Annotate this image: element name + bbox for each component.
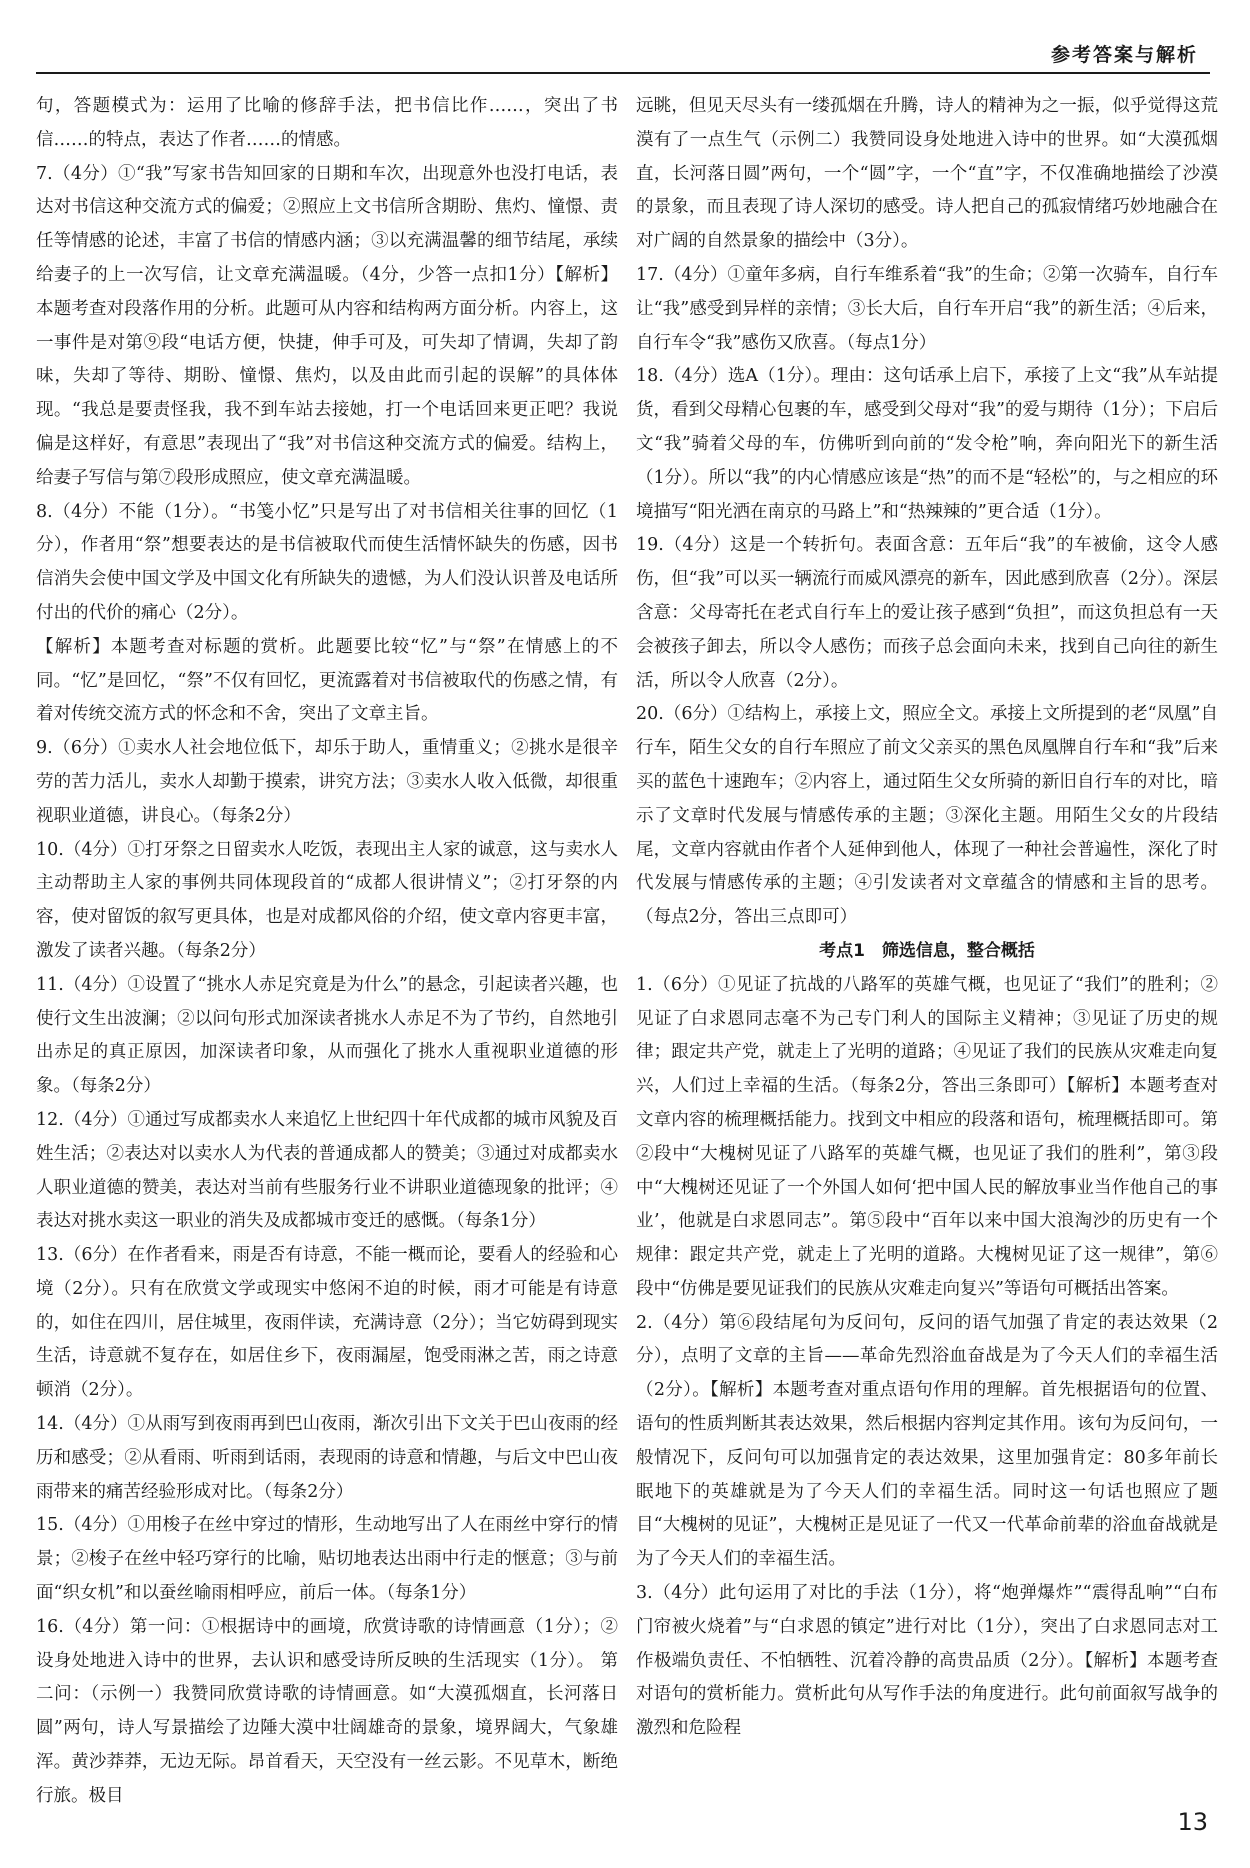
answer-20: 20.（6分）①结构上，承接上文，照应全文。承接上文所提到的老“凤凰”自行车，陌生父女的自行车照应了前文父亲买的黑色凤凰牌自行车和“我”后来买的蓝色十速跑车；②内容上，通过陌生父女所骑的新旧自行车的对比，暗示了文章时代发展与情感传承的主题；③深化主题。用陌生父女的片段结尾，文章内容就由作者个人延伸到他人，体现了一种社会普遍性，深化了时代发展与情感传承的主题；④引发读者对文章蕴含的情感和主旨的思考。（每点2分，答出三点即可） xyxy=(636,704,1218,928)
answer-12: 12.（4分）①通过写成都卖水人来追忆上世纪四十年代成都的城市风貌及百姓生活；②表达对以卖水人为代表的普通成都人的赞美；③通过对成都卖水人职业道德的赞美，表达对当前有些服务行业不讲职业道德现象的批评；④表达对挑水卖这一职业的消失及成都城市变迁的感慨。（每条1分） xyxy=(36,1109,618,1232)
left-column xyxy=(36,90,618,1814)
answer-8: 8.（4分）不能（1分）。“书笺小忆”只是写出了对书信相关往事的回忆（1分），作者用“祭”想要表达的是书信被取代而使生活情怀缺失的伤感，因书信消失会使中国文学及中国文化有所缺失的遗憾，为人们没认识普及电话所付出的代价的痛心（2分）。 xyxy=(36,501,618,623)
section-title: 考点1 筛选信息，整合概括 xyxy=(819,940,1035,961)
answer-8-analysis: 【解析】本题考查对标题的赏析。此题要比较“忆”与“祭”在情感上的不同。“忆”是回忆，“祭”不仅有回忆，更流露着对书信被取代的伤感之情，有着对传统交流方式的怀念和不舍，突出了文章主旨。 xyxy=(36,636,618,725)
page-header-title: 参考答案与解析 xyxy=(1050,44,1198,66)
answer-7: 7.（4分）①“我”写家书告知回家的日期和车次，出现意外也没打电话，表达对书信这种交流方式的偏爱；②照应上文书信所含期盼、焦灼、憧憬、责任等情感的论述，丰富了书信的情感内涵；③以充满温馨的细节结尾，承续给妻子的上一次写信，让文章充满温暖。（4分，少答一点扣1分）【解析】本题考查对段落作用的分析。此题可从内容和结构两方面分析。内容上，这一事件是对第⑨段“电话方便，快捷，伸手可及，可失却了情调，失却了韵味，失却了等待、期盼、憧憬、焦灼，以及由此而引起的误解”的具体体现。“我总是要责怪我，我不到车站去接她，打一个电话回来更正吧？我说偏是这样好，有意思”表现出了“我”对书信这种交流方式的偏爱。结构上，给妻子写信与第⑦段形成照应，使文章充满温暖。 xyxy=(36,163,618,488)
answer-13: 13.（6分）在作者看来，雨是否有诗意，不能一概而论，要看人的经验和心境（2分）。只有在欣赏文学或现实中悠闲不迫的时候，雨才可能是有诗意的，如住在四川，居住城里，夜雨伴读，充满诗意（2分）；当它妨碍到现实生活，诗意就不复存在，如居住乡下，夜雨漏屋，饱受雨淋之苦，雨之诗意顿消（2分）。 xyxy=(36,1245,618,1401)
page-number: 13 xyxy=(1177,1808,1208,1836)
section-answer-2: 2.（4分）第⑥段结尾句为反问句，反问的语气加强了肯定的表达效果（2分），点明了文章的主旨——革命先烈浴血奋战是为了今天人们的幸福生活（2分）。【解析】本题考查对重点语句作用的理解。首先根据语句的位置、语句的性质判断其表达效果，然后根据内容判定其作用。该句为反问句，一般情况下，反问句可以加强肯定的表达效果，这里加强肯定：80多年前长眠地下的英雄就是为了今天人们的幸福生活。同时这一句话也照应了题目“大槐树的见证”，大槐树正是见证了一代又一代革命前辈的浴血奋战就是为了今天人们的幸福生活。 xyxy=(636,1312,1218,1570)
answer-17: 17.（4分）①童年多病，自行车维系着“我”的生命；②第一次骑车，自行车让“我”感受到异样的亲情；③长大后，自行车开启“我”的新生活；④后来，自行车令“我”感伤又欣喜。（每点1分） xyxy=(636,264,1218,353)
answer-18: 18.（4分）选A（1分）。理由：这句话承上启下，承接了上文“我”从车站提货，看到父母精心包裹的车，感受到父母对“我”的爱与期待（1分）；下启后文“我”骑着父母的车，仿佛听到向前的“发令枪”响，奔向阳光下的新生活（1分）。所以“我”的内心情感应该是“热”的而不是“轻松”的，与之相应的环境描写“阳光洒在南京的马路上”和“热辣辣的”更合适（1分）。 xyxy=(636,366,1218,522)
answer-15: 15.（4分）①用梭子在丝中穿过的情形，生动地写出了人在雨丝中穿行的情景；②梭子在丝中轻巧穿行的比喻，贴切地表达出雨中行走的惬意；③与前面“织女机”和以蚕丝喻雨相呼应，前后一体。（每条1分） xyxy=(36,1515,618,1604)
right-column xyxy=(636,90,1218,1746)
section-answer-1: 1.（6分）①见证了抗战的八路军的英雄气概，也见证了“我们”的胜利；②见证了白求恩同志毫不为己专门利人的国际主义精神；③见证了历史的规律；跟定共产党，就走上了光明的道路；④见证了我们的民族从灾难走向复兴，人们过上幸福的生活。（每条2分，答出三条即可）【解析】本题考查对文章内容的梳理概括能力。找到文中相应的段落和语句，梳理概括即可。第②段中“大槐树见证了八路军的英雄气概，也见证了我们的胜利”，第③段中“大槐树还见证了一个外国人如何‘把中国人民的解放事业当作他自己的事业’，他就是白求恩同志”。第⑤段中“百年以来中国大浪淘沙的历史有一个规律：跟定共产党，就走上了光明的道路。大槐树见证了这一规律”，第⑥段中“仿佛是要见证我们的民族从灾难走向复兴”等语句可概括出答案。 xyxy=(636,974,1218,1299)
answer-continuation: 句，答题模式为：运用了比喻的修辞手法，把书信比作……，突出了书信……的特点，表达了作者……的情感。 xyxy=(36,96,618,150)
answer-19: 19.（4分）这是一个转折句。表面含意：五年后“我”的车被偷，这令人感伤，但“我”可以买一辆流行而威风漂亮的新车，因此感到欣喜（2分）。深层含意：父母寄托在老式自行车上的爱让孩子感到“负担”，而这负担总有一天会被孩子卸去，所以令人感伤；而孩子总会面向未来，找到自己向往的新生活，所以令人欣喜（2分）。 xyxy=(636,535,1218,691)
answer-16-continuation: 远眺，但见天尽头有一缕孤烟在升腾，诗人的精神为之一振，似乎觉得这荒漠有了一点生气（示例二）我赞同设身处地进入诗中的世界。如“大漠孤烟直，长河落日圆”两句，一个“圆”字，一个“直”字，不仅准确地描绘了沙漠的景象，而且表现了诗人深切的感受。诗人把自己的孤寂情绪巧妙地融合在对广阔的自然景象的描绘中（3分）。 xyxy=(636,96,1218,252)
answer-9: 9.（6分）①卖水人社会地位低下，却乐于助人，重情重义；②挑水是很辛劳的苦力活儿，卖水人却勤于摸索，讲究方法；③卖水人收入低微，却很重视职业道德，讲良心。（每条2分） xyxy=(36,738,618,826)
answer-11: 11.（4分）①设置了“挑水人赤足究竟是为什么”的悬念，引起读者兴趣，也使行文生出波澜；②以问句形式加深读者挑水人赤足不为了节约，自然地引出赤足的真正原因，加深读者印象，从而强化了挑水人重视职业道德的形象。（每条2分） xyxy=(36,974,618,1097)
header-divider xyxy=(36,72,1210,74)
answer-16: 16.（4分）第一问：①根据诗中的画境，欣赏诗歌的诗情画意（1分）；②设身处地进入诗中的世界，去认识和感受诗所反映的生活现实（1分）。 第二问：（示例一）我赞同欣赏诗歌的诗情画意。如“大漠孤烟直，长河落日圆”两句，诗人写景描绘了边陲大漠中壮阔雄奇的景象，境界阔大，气象雄浑。黄沙莽莽，无边无际。昂首看天，天空没有一丝云影。不见草木，断绝行旅。极目 xyxy=(36,1616,618,1806)
answer-14: 14.（4分）①从雨写到夜雨再到巴山夜雨，渐次引出下文关于巴山夜雨的经历和感受；②从看雨、听雨到话雨，表现雨的诗意和情趣，与后文中巴山夜雨带来的痛苦经验形成对比。（每条2分） xyxy=(36,1414,618,1502)
section-answer-3: 3.（4分）此句运用了对比的手法（1分），将“炮弹爆炸”“震得乱响”“白布门帘被火烧着”与“白求恩的镇定”进行对比（1分），突出了白求恩同志对工作极端负责任、不怕牺牲、沉着冷静的高贵品质（2分）。【解析】本题考查对语句的赏析能力。赏析此句从写作手法的角度进行。此句前面叙写战争的激烈和危险程 xyxy=(636,1583,1218,1739)
answer-10: 10.（4分）①打牙祭之日留卖水人吃饭，表现出主人家的诚意，这与卖水人主动帮助主人家的事例共同体现段首的“成都人很讲情义”；②打牙祭的内容，使对留饭的叙写更具体，也是对成都风俗的介绍，使文章内容更丰富，激发了读者兴趣。（每条2分） xyxy=(36,839,618,961)
